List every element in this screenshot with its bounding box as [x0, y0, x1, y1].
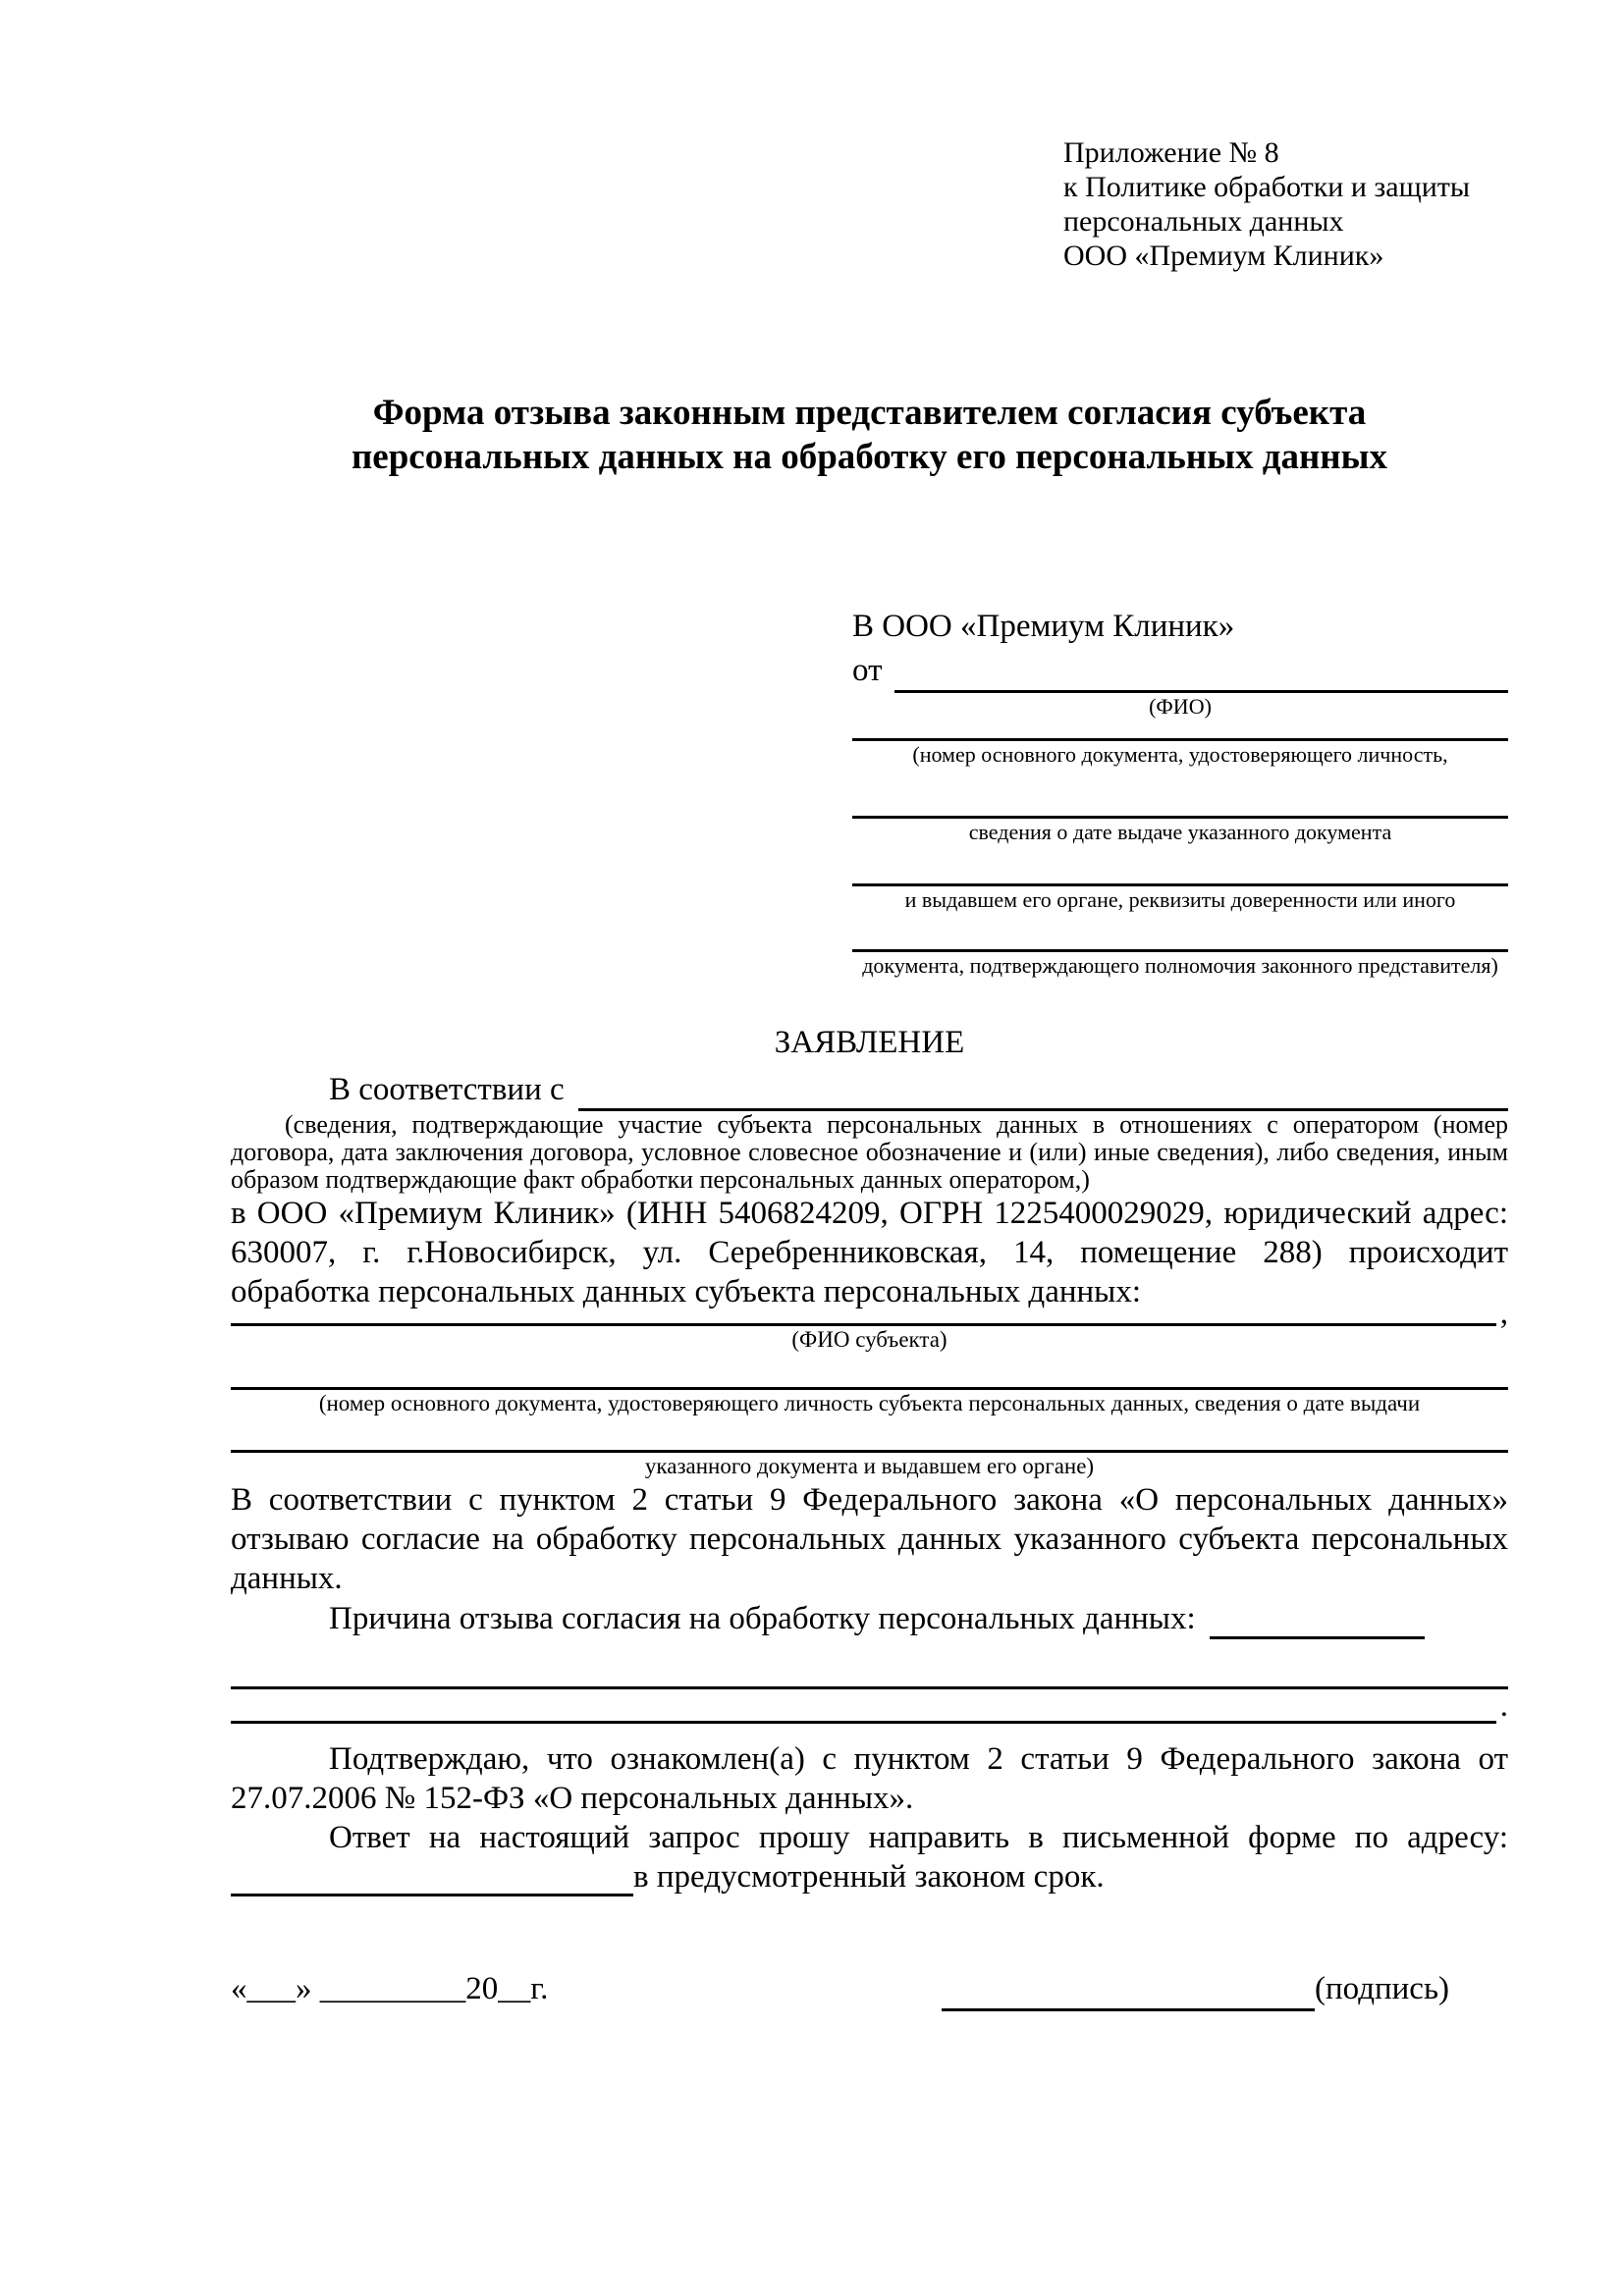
signature-field[interactable] [942, 1967, 1315, 2011]
period-mark: . [1499, 1688, 1508, 1724]
addressee-block [852, 605, 1508, 980]
reason-label: Причина отзыва согласия на обработку персональных данных: [329, 1601, 1196, 1636]
reply-tail: в предусмотренный законом срок. [633, 1859, 1105, 1895]
subject-fio-field[interactable] [231, 1302, 1496, 1326]
subject-fio-caption: (ФИО субъекта) [791, 1327, 947, 1352]
confirm-paragraph: Подтверждаю, что ознакомлен(а) с пунктом 2 статьи 9 Федерального закона от 27.07.2006 № 152-ФЗ «О персональных данных». [231, 1741, 1508, 1816]
document-title: Форма отзыва законным представителем согласия субъекта персональных данных на обработку его персональных данных [351, 393, 1387, 477]
accordance-note: (сведения, подтверждающие участие субъекта персональных данных в отношениях с оператором (номер договора, дата заключения договора, условное словесное обозначение и (или) иные сведения), либо сведения, иным образом подтверждающие факт обработки персональных данных оператором,) [231, 1110, 1508, 1194]
reason-extra-field-1[interactable] [231, 1639, 1508, 1689]
rep-doc-field-1[interactable] [852, 721, 1508, 741]
rep-doc-caption-4: документа, подтверждающего полномочия законного представителя) [862, 953, 1498, 978]
reply-paragraph: Ответ на настоящий запрос прошу направить в письменной форме по адресу: [329, 1820, 1508, 1855]
rep-doc-caption-2: сведения о дате выдаче указанного документа [968, 820, 1392, 844]
fio-caption: (ФИО) [1149, 694, 1212, 719]
reply-address-field[interactable] [231, 1857, 633, 1896]
subject-fio-row [231, 1296, 1508, 1331]
header-note-line: персональных данных [1063, 205, 1344, 238]
addressee-to: В ООО «Премиум Клиник» [852, 609, 1235, 644]
reason-extra-field-2[interactable] [231, 1689, 1496, 1724]
comma-mark: , [1499, 1296, 1508, 1331]
accordance-field[interactable] [578, 1068, 1508, 1111]
rep-doc-caption-1: (номер основного документа, удостоверяющего личность, [912, 742, 1448, 767]
reply-address-row [231, 1857, 1508, 1896]
addressee-from-row [852, 649, 1508, 693]
subject-doc-caption-1: (номер основного документа, удостоверяющего личность субъекта персональных данных, сведения о дате выдачи [318, 1391, 1421, 1415]
accordance-label: В соответствии с [329, 1072, 565, 1107]
withdrawal-paragraph: В соответствии с пунктом 2 статьи 9 Федерального закона «О персональных данных» отзываю согласие на обработку персональных данных указанного субъекта персональных данных. [231, 1482, 1508, 1596]
from-label: от [852, 653, 883, 688]
footer-row [231, 1967, 1508, 2011]
subject-doc-caption-2: указанного документа и выдавшем его органе) [644, 1454, 1095, 1478]
subject-doc-field-2[interactable] [231, 1417, 1508, 1453]
fio-field[interactable] [894, 649, 1509, 693]
header-note-line: Приложение № 8 [1063, 136, 1279, 169]
date-blank[interactable]: «___» _________20__г. [231, 1971, 549, 2006]
accordance-row [231, 1068, 1508, 1111]
subject-doc-field-1[interactable] [231, 1354, 1508, 1390]
header-note [1063, 135, 1508, 273]
signature-caption: (подпись) [1315, 1971, 1449, 2006]
header-note-line: ООО «Премиум Клиник» [1063, 240, 1384, 272]
rep-doc-field-3[interactable] [852, 846, 1508, 886]
statement-heading: ЗАЯВЛЕНИЕ [774, 1025, 965, 1060]
reason-extra-row-2 [231, 1689, 1508, 1724]
rep-doc-field-4[interactable] [852, 914, 1508, 952]
header-note-line: к Политике обработки и защиты [1063, 171, 1471, 203]
document-content [231, 135, 1508, 2011]
operator-paragraph: в ООО «Премиум Клиник» (ИНН 5406824209, ОГРН 1225400029029, юридический адрес: 630007, г. г.Новосибирск, ул. Серебренниковская, 14, помещение 288) происходит обработка персональных данных субъекта персональных данных: [231, 1196, 1508, 1309]
reason-row [231, 1598, 1508, 1639]
rep-doc-caption-3: и выдавшем его органе, реквизиты доверенности или иного [904, 887, 1456, 912]
reason-field[interactable] [1210, 1598, 1425, 1639]
rep-doc-field-2[interactable] [852, 769, 1508, 819]
signature-group [942, 1967, 1449, 2011]
